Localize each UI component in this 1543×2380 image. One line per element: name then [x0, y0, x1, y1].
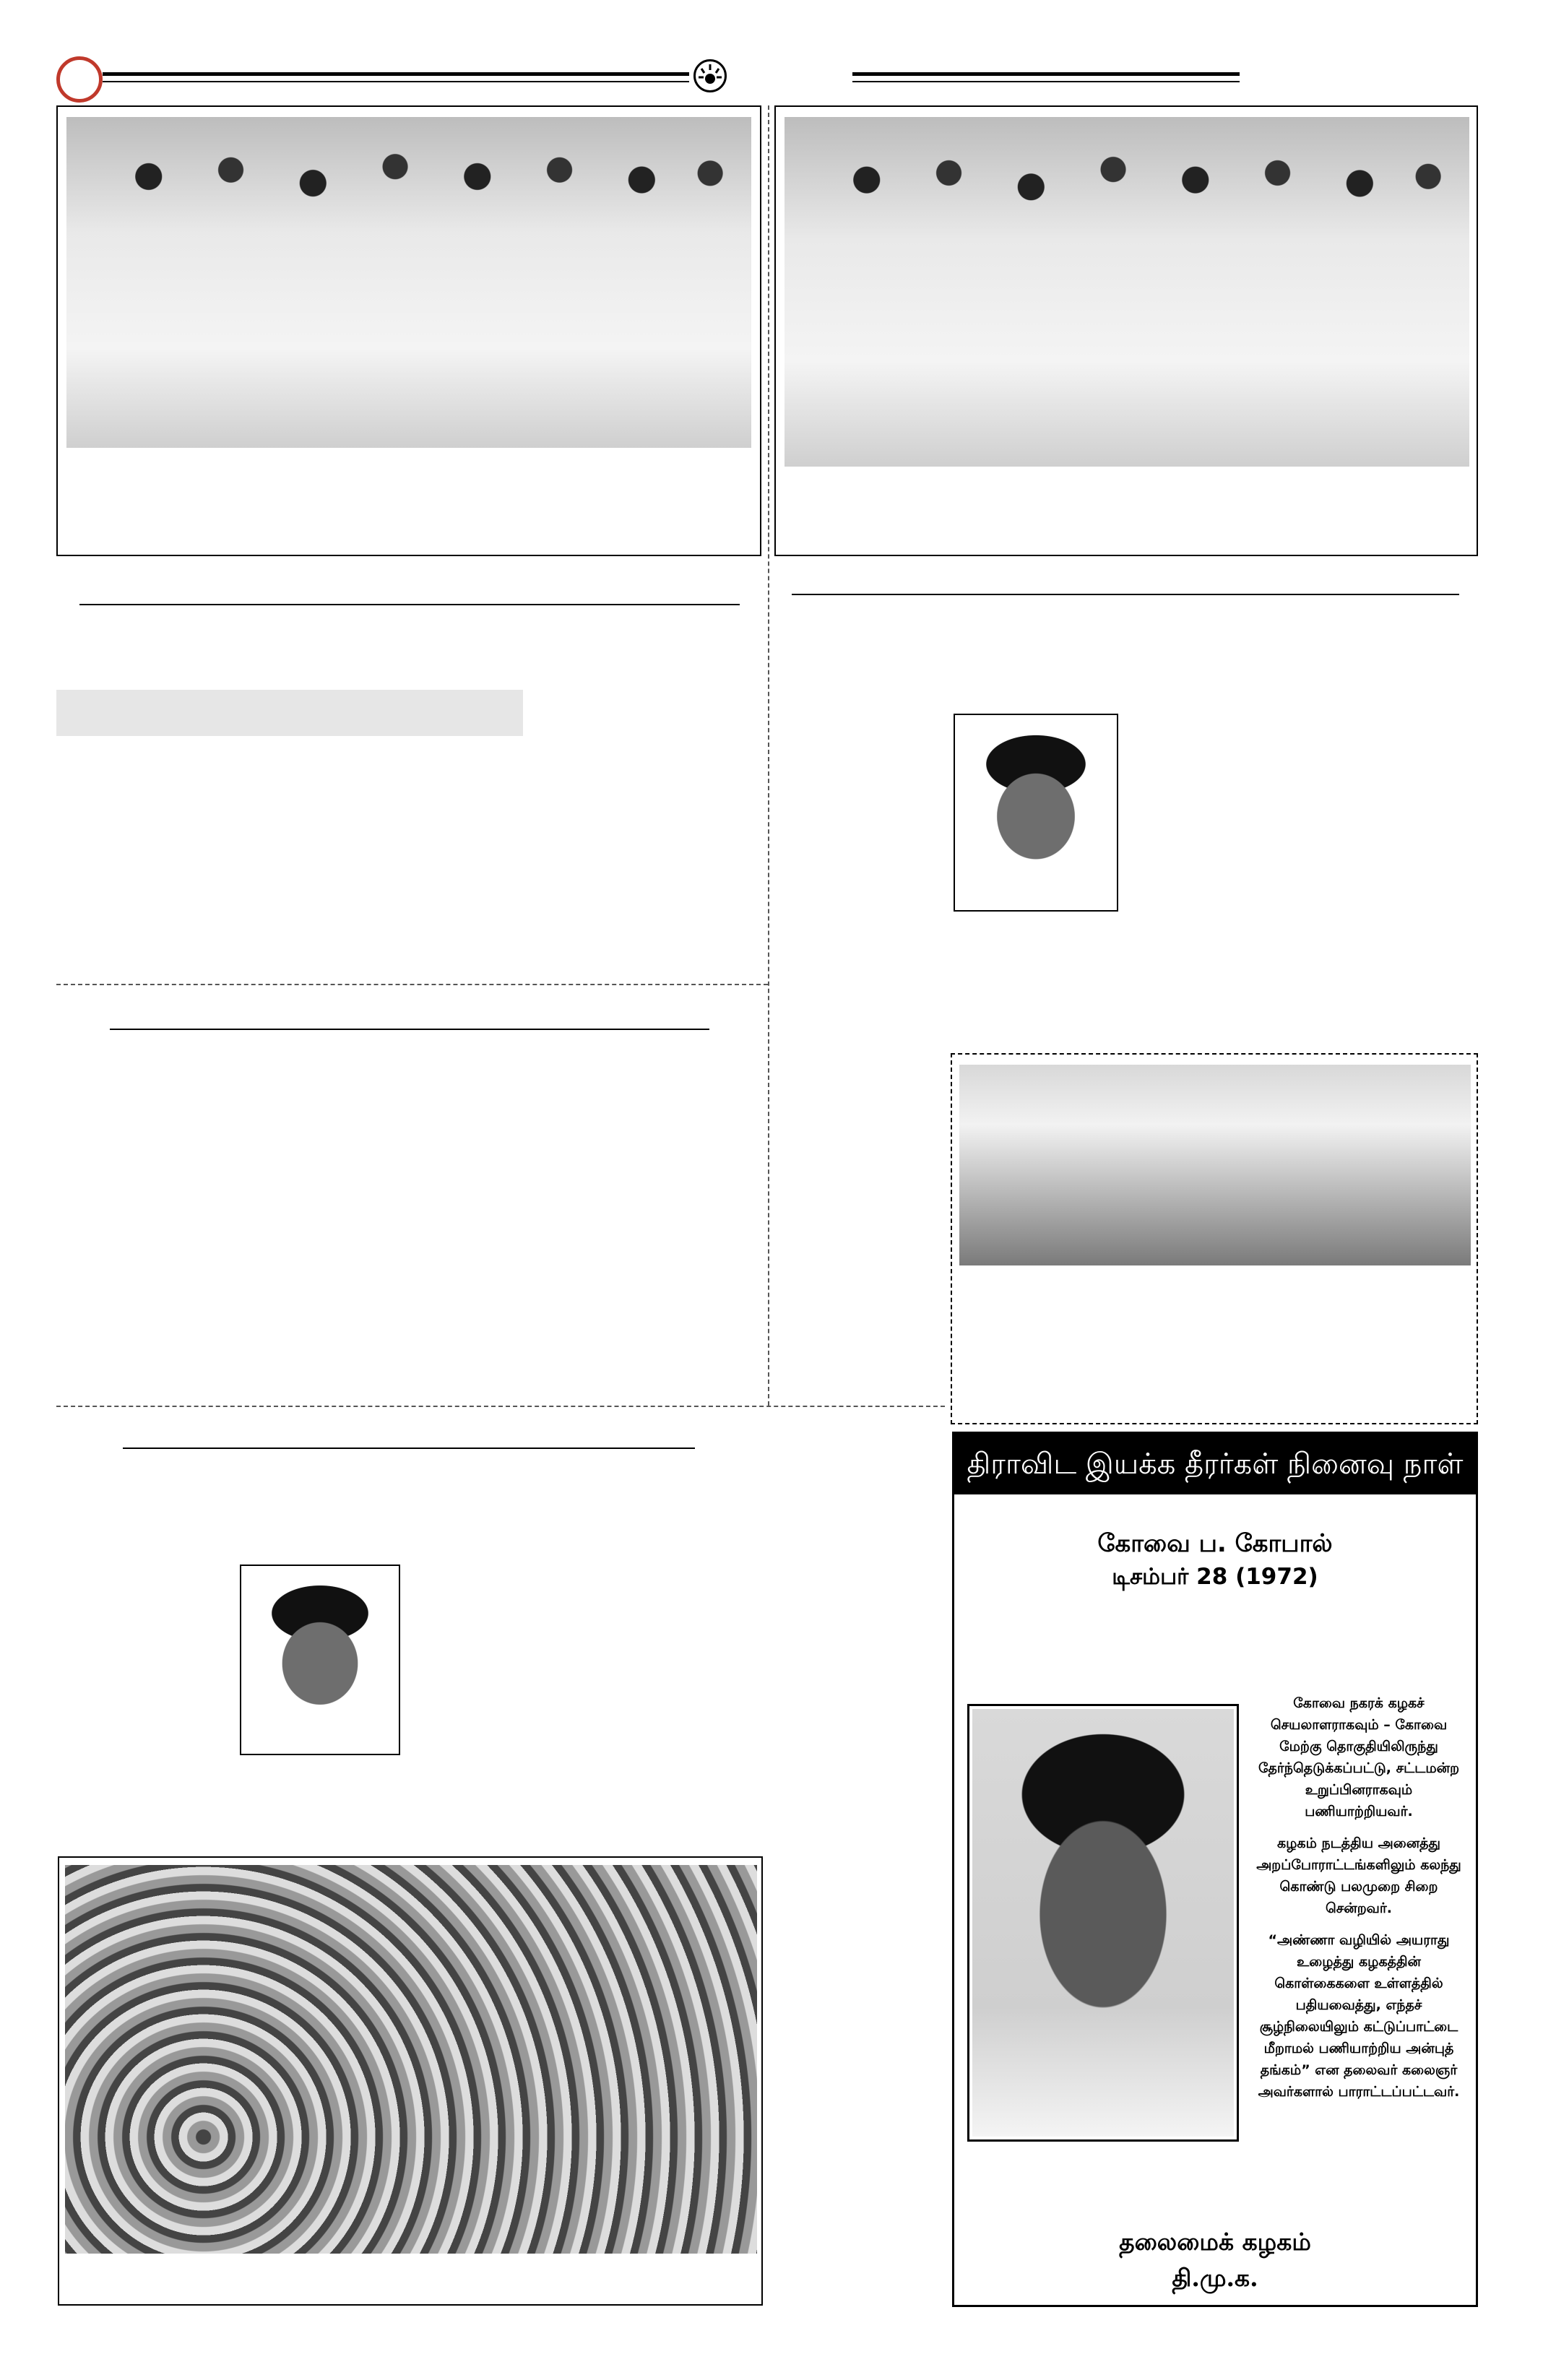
section-divider-2	[56, 1406, 945, 1407]
memorial-bio-paragraph: கழகம் நடத்திய அனைத்து அறப்போராட்டங்களிலும் கலந்து கொண்டு பலமுறை சிறை சென்றவர்.	[1256, 1835, 1461, 1916]
memorial-portrait-photo	[972, 1709, 1234, 2137]
header-rule-left-thin	[103, 81, 689, 82]
memorial-footer-line1: தலைமைக் கழகம்	[1119, 2228, 1311, 2256]
portrait-frame	[240, 1565, 400, 1755]
memorial-header-title: திராவிட இயக்க தீரர்கள் நினைவு நாள்	[967, 1448, 1464, 1481]
memorial-bio	[1250, 1692, 1467, 2113]
column-divider	[768, 105, 769, 1406]
article-title-rule	[110, 1029, 709, 1030]
memorial-bio-paragraph: “அண்ணா வழியில் அயராது உழைத்து கழகத்தின் கொள்கைகளை உள்ளத்தில் பதியவைத்து, எந்தச் சூழ்நிலையிலும் கட்டுப்பாட்டை மீறாமல் பணியாற்றிய அன்புத் தங்கம்” என தலைவர் கலைஞர் அவர்களால் பாராட்டப்பட்டவர்.	[1258, 1932, 1460, 2100]
section-divider-1	[56, 984, 768, 985]
article-title-rule	[792, 594, 1459, 595]
photo-box-meeting	[951, 1053, 1478, 1424]
memorial-bio-paragraph: கோவை நகரக் கழகச் செயலாளராகவும் – கோவை மேற்கு தொகுதியிலிருந்து தேர்ந்தெடுக்கப்பட்டு, சட்டமன்ற உறுப்பினராகவும் பணியாற்றியவர்.	[1258, 1695, 1459, 1819]
article-title-rule	[123, 1448, 695, 1449]
photo-box-top-left	[56, 105, 761, 556]
photo-box-audience	[58, 1856, 763, 2306]
memorial-date: டிசம்பர் 28 (1972)	[1112, 1564, 1318, 1590]
memorial-notice	[952, 1432, 1478, 2307]
group-photo	[66, 117, 751, 448]
group-photo-handover	[785, 117, 1469, 467]
memorial-header	[954, 1434, 1476, 1494]
photo-box-top-right	[774, 105, 1478, 556]
header-rule-right	[852, 72, 1240, 76]
memorial-person-name: கோவை ப. கோபால்	[1097, 1529, 1333, 1558]
subheading-band	[56, 690, 523, 736]
audience-photo	[65, 1865, 757, 2254]
meeting-photo	[959, 1065, 1471, 1265]
article-title-rule	[79, 604, 740, 605]
header-rule-left	[103, 72, 689, 76]
portrait-frame	[954, 714, 1118, 912]
portrait-photo	[959, 719, 1112, 906]
memorial-footer-line2: தி.மு.க.	[1172, 2264, 1258, 2292]
header-logo-circle	[56, 56, 103, 103]
header-rule-right-thin	[852, 81, 1240, 82]
memorial-portrait-frame	[967, 1704, 1239, 2142]
portrait-photo	[246, 1570, 394, 1749]
rising-sun-emblem-icon	[693, 59, 727, 92]
